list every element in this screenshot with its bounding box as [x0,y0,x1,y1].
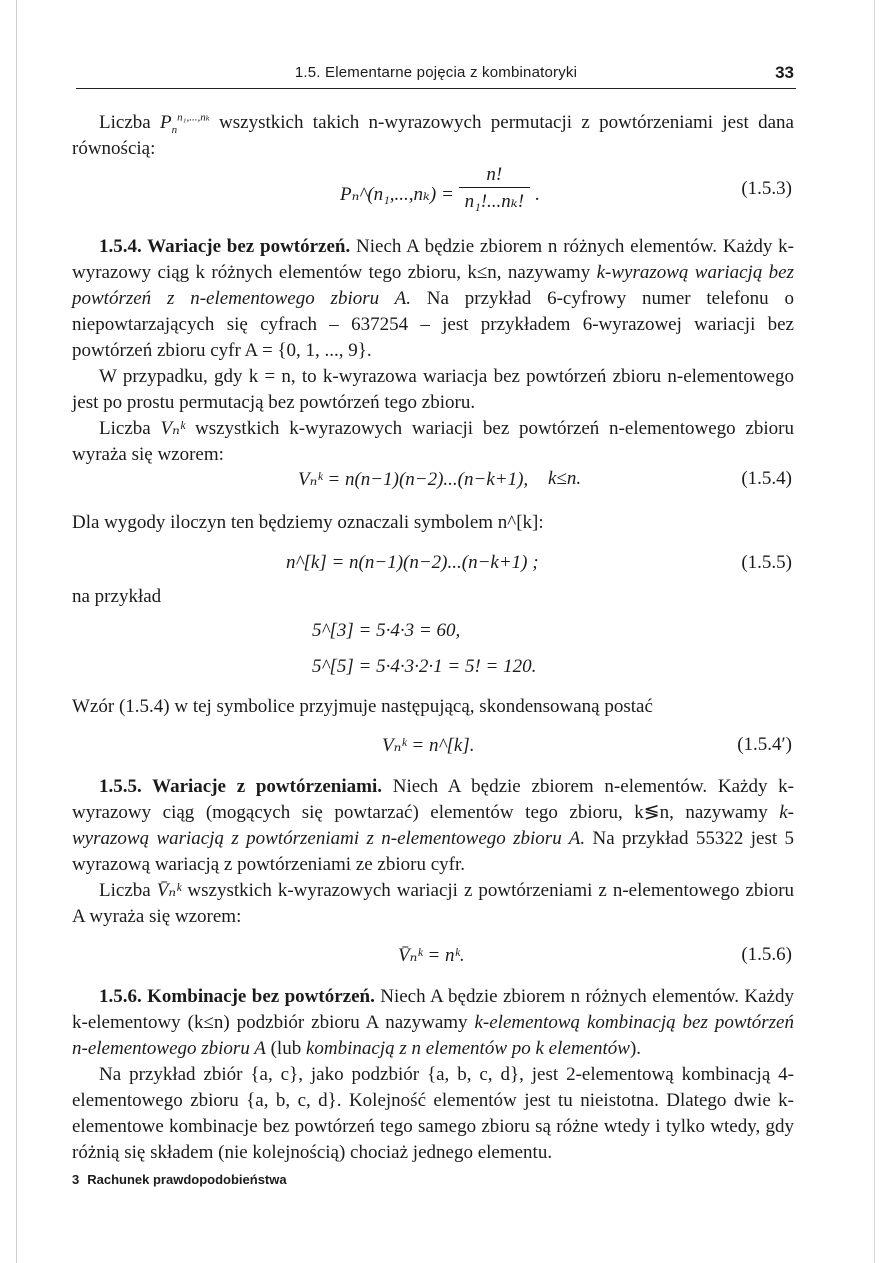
s154-p3a: Liczba [99,418,151,439]
equation-1-5-4 [72,468,794,496]
eq-1-5-4-formula: Vₙᵏ = n(n−1)(n−2)...(n−k+1), [298,469,529,490]
intro-symbol-sub: n [171,123,178,136]
example-line-2 [72,656,794,684]
section-1-5-6 [72,984,794,1166]
s154-p3b: wszystkich k-wyrazowych wariacji bez powtórzeń n-elementowego zbioru wyraża się wzorem: [72,418,795,465]
s156-term: k-elementową kombinacją bez powtórzeń n-elementowego zbioru A [72,1012,794,1059]
eq-1-5-3-tail: . [534,183,540,205]
example-line-1-text: 5^[3] = 5·4·3 = 60, [312,620,461,641]
s154-p3-symbol: Vₙᵏ [160,418,186,439]
equation-1-5-4-prime [72,734,794,762]
eq-1-5-3-denominator: n₁!...nₖ! [464,191,525,212]
s156-p1b: (lub [270,1038,302,1059]
section-1-5-6-heading: 1.5.6. Kombinacje bez powtórzeń. [99,986,375,1007]
eq-1-5-3-lhs: Pₙ^(n₁,...,nₖ) = [340,183,454,205]
s156-p1c: ). [629,1038,642,1059]
intro-post: wszystkich takich n-wyrazowych permutacji z powtórzeniami jest dana równością: [72,112,794,159]
s155-p1b: Na przykład 55322 jest 5 wyrazową wariacją z powtórzeniami ze zbioru cyfr. [72,828,795,875]
s154-p1b: Na przykład 6-cyfrowy numer telefonu o niepowtarzających się cyfrach – 637254 – jest przykładem 6-wyrazowej wariacji bez powtórzeń zbioru cyfr A = {0, 1, ..., 9}. [72,288,794,361]
s155-p2b: wszystkich k-wyrazowych wariacji z powtórzeniami z n-elementowego zbioru A wyraża się wzorem: [72,880,795,927]
section-1-5-5 [72,774,794,930]
s155-term: k-wyrazową wariacją z powtórzeniami z n-elementowego zbioru A. [72,802,794,849]
s154-p2: W przypadku, gdy k = n, to k-wyrazowa wariacja bez powtórzeń zbioru n-elementowego jest po prostu permutacją bez powtórzeń tego zbioru. [72,366,794,413]
footer-mark: 3 [72,1172,80,1187]
section-1-5-5-heading: 1.5.5. Wariacje z powtórzeniami. [99,776,382,797]
s156-p2: Na przykład zbiór {a, c}, jako podzbiór {a, b, c, d}, jest 2-elementową kombinacją 4-elementowego zbioru {a, b, c, d}. Kolejność elementów jest tu nieistotna. Dlatego dwie k-elementowe kombinacje bez powtórzeń tego samego zbioru są różne wtedy i tylko wtedy, gdy różnią się składem (nie kolejnością) chociaż jednego elementu. [72,1064,794,1163]
eq-1-5-6-formula: V̄ₙᵏ = nᵏ. [398,945,465,966]
eq-1-5-4-label: (1.5.4) [741,468,792,489]
s155-p1a: Niech A będzie zbiorem n-elementów. Każdy k-wyrazowy ciąg (mogących się powtarzać) elementów tego zbioru, k≶n, nazywamy [72,776,794,823]
eq-1-5-3-numerator: n! [459,164,530,188]
footer-text: Rachunek prawdopodobieństwa [87,1172,287,1187]
example-intro [72,584,794,610]
s156-p1a: Niech A będzie zbiorem n różnych elementów. Każdy k-elementowy (k≤n) podzbiór zbioru A nazywamy [72,986,794,1033]
intro-pre: Liczba [99,112,151,133]
running-title: 1.5. Elementarne pojęcia z kombinatoryki [294,64,578,81]
eq-1-5-6-label: (1.5.6) [741,944,792,965]
eq-1-5-5-label: (1.5.5) [741,552,792,573]
page-number: 33 [775,63,794,82]
eq-1-5-4-prime-label: (1.5.4′) [737,734,792,755]
equation-1-5-3 [72,164,794,216]
equation-1-5-6 [72,944,794,972]
intro-symbol-sup: n₁,...,nₖ [177,111,210,124]
footer-signature [72,1172,287,1187]
scan-edge-left [16,0,17,1263]
s154-term: k-wyrazową wariacją bez powtórzeń z n-elementowego zbioru A. [72,262,795,309]
s155-p2a: Liczba [99,880,151,901]
section-1-5-4 [72,234,794,468]
example-intro-text: na przykład [72,586,162,607]
paragraph-dla-wygody [72,510,794,536]
s154-p1a: Niech A będzie zbiorem n różnych elementów. Każdy k-wyrazowy ciąg k różnych elementów tego zbioru, k≤n, nazywamy [72,236,794,283]
p-wzor: Wzór (1.5.4) w tej symbolice przyjmuje następującą, skondensowaną postać [72,696,653,717]
intro-paragraph [72,110,794,162]
p-dla-wygody: Dla wygody iloczyn ten będziemy oznaczali symbolem n^[k]: [72,512,544,533]
eq-1-5-4-condition: k≤n. [548,468,582,489]
section-1-5-4-heading: 1.5.4. Wariacje bez powtórzeń. [99,236,351,257]
intro-symbol-base: P [160,112,172,133]
s155-p2-symbol: V̄ₙᵏ [156,880,182,901]
eq-1-5-4-prime-formula: Vₙᵏ = n^[k]. [382,735,475,756]
example-line-2-text: 5^[5] = 5·4·3·2·1 = 5! = 120. [312,656,537,677]
s156-term2: kombinacją z n elementów po k elementów [305,1038,630,1059]
eq-1-5-3-label: (1.5.3) [741,178,792,199]
scan-edge-right [874,0,875,1263]
example-line-1 [72,620,794,648]
equation-1-5-5 [72,552,794,580]
running-header [76,62,796,89]
eq-1-5-3-fraction [459,164,530,213]
paragraph-wzor [72,694,794,720]
eq-1-5-5-formula: n^[k] = n(n−1)(n−2)...(n−k+1) ; [286,552,539,573]
